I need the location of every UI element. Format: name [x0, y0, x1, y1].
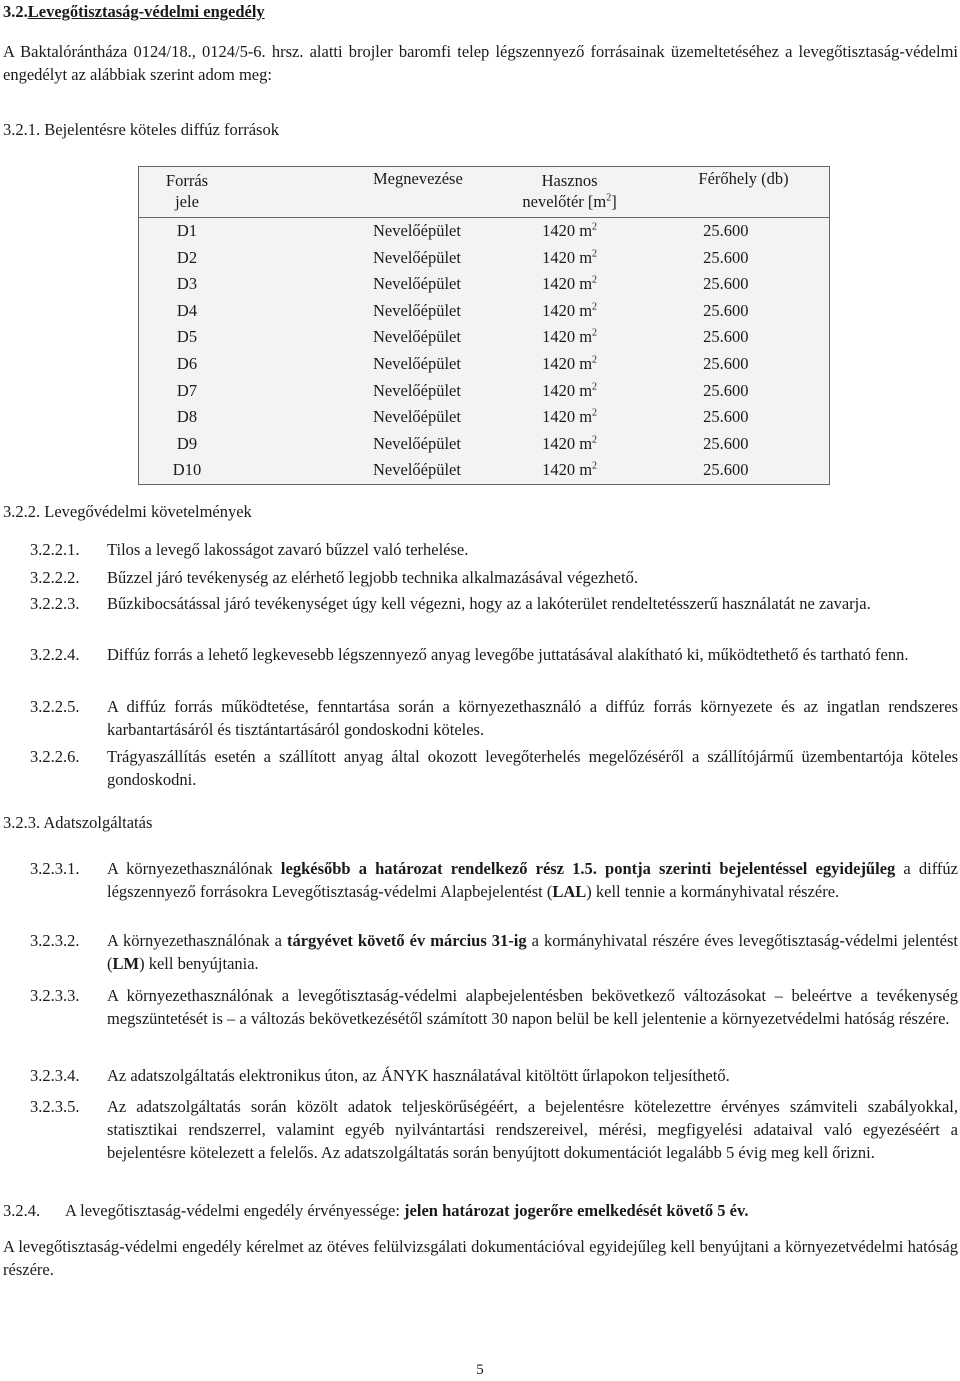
subsection-322-title: 3.2.2. Levegővédelmi követelmények	[3, 502, 252, 521]
subsection-323-title: 3.2.3. Adatszolgáltatás	[3, 813, 153, 832]
requirement-item: 3.2.2.4. Diffúz forrás a lehető legkevesebb légszennyező anyag levegőbe juttatásával alakítható ki, működtethető és tartható fenn.	[30, 645, 909, 664]
header-source-id: Forrás jele	[165, 171, 209, 211]
cell-source-id: D2	[176, 247, 198, 267]
requirement-item: 3.2.2.6. Trágyaszállítás esetén a szállított anyag által okozott levegőterhelés megelőzéséről a szállítójármű üzembentartója köteles gondoskodni.	[30, 747, 958, 790]
requirement-item: 3.2.2.2. Bűzzel járó tevékenység az elérhető legjobb technika alkalmazásával végezhető.	[30, 568, 638, 587]
cell-places: 25.600	[703, 433, 749, 453]
section-heading-title: Levegőtisztaság-védelmi engedély	[27, 2, 265, 21]
cell-name: Nevelőépület	[373, 433, 461, 453]
cell-name: Nevelőépület	[373, 460, 461, 480]
cell-name: Nevelőépület	[373, 407, 461, 427]
cell-area: 1420 $m^2$	[542, 300, 598, 320]
cell-name: Nevelőépület	[373, 247, 461, 267]
cell-places: 25.600	[703, 327, 749, 347]
table-row	[139, 298, 830, 325]
cell-source-id: D7	[176, 380, 198, 400]
data-item-2: 3.2.3.2. A környezethasználónak a tárgyévet követő év március 31-ig a kormányhivatal részére éves levegőtisztaság-védelmi jelentést (LM) kell benyújtania.	[30, 931, 958, 974]
cell-source-id: D8	[176, 407, 198, 427]
header-area: Hasznos nevelőtér $[m^2]$	[522, 171, 617, 211]
closing-paragraph: A levegőtisztaság-védelmi engedély kérelmet az ötéves felülvizsgálati dokumentációval egyidejűleg kell benyújtani a környezetvédelmi hatóság részére.	[3, 1237, 958, 1280]
header-name: Megnevezése	[373, 169, 463, 188]
cell-name: Nevelőépület	[373, 274, 461, 294]
table-row	[139, 404, 830, 431]
cell-name: Nevelőépület	[373, 353, 461, 373]
diffuse-sources-table	[138, 166, 830, 485]
table-row	[139, 378, 830, 405]
section-heading	[3, 0, 265, 23]
cell-places: 25.600	[703, 353, 749, 373]
intro-paragraph: A Baktalórántháza 0124/18., 0124/5-6. hrsz. alatti brojler baromfi telep légszennyező forrásainak üzemeltetéséhez a levegőtisztaság-védelmi engedélyt az alábbiak szerint adom meg:	[3, 42, 958, 85]
cell-area: 1420 $m^2$	[542, 274, 598, 294]
table-row	[139, 431, 830, 458]
cell-area: 1420 $m^2$	[542, 407, 598, 427]
cell-places: 25.600	[703, 300, 749, 320]
subsection-321-title: 3.2.1. Bejelentésre köteles diffúz források	[3, 120, 279, 139]
cell-source-id: D5	[176, 327, 198, 347]
requirement-item: 3.2.2.5. A diffúz forrás működtetése, fenntartása során a környezethasználó a diffúz forrás környezete és az ingatlan rendszeres karbantartásáról és tisztántartásáról gondoskodni köteles.	[30, 697, 958, 740]
page-number: 5	[476, 1362, 484, 1378]
cell-area: 1420 $m^2$	[542, 247, 598, 267]
cell-source-id: D10	[172, 460, 202, 480]
table-row	[139, 271, 830, 298]
table-row	[139, 245, 830, 272]
cell-area: 1420 $m^2$	[542, 380, 598, 400]
cell-source-id: D6	[176, 353, 198, 373]
cell-source-id: D4	[176, 300, 198, 320]
cell-source-id: D1	[176, 220, 198, 240]
cell-source-id: D3	[176, 274, 198, 294]
cell-area: 1420 $m^2$	[542, 353, 598, 373]
cell-area: 1420 $m^2$	[542, 433, 598, 453]
cell-places: 25.600	[703, 220, 749, 240]
data-item-5: 3.2.3.5. Az adatszolgáltatás során közölt adatok teljeskörűségéért, a bejelentésre kötelezettre érvényes számviteli szabályokkal, statisztikai rendszerrel, valamint egyéb nyilvántartási rendszereivel, mérési, megfigyelési adataival való egyezéséért a bejelentésre kötelezett a felelős. Az adatszolgáltatás során benyújtott dokumentációt legalább 5 évig meg kell őrizni.	[30, 1097, 958, 1163]
cell-name: Nevelőépület	[373, 220, 461, 240]
cell-places: 25.600	[703, 247, 749, 267]
cell-name: Nevelőépület	[373, 380, 461, 400]
cell-area: 1420 $m^2$	[542, 220, 598, 240]
cell-places: 25.600	[703, 407, 749, 427]
cell-area: 1420 $m^2$	[542, 327, 598, 347]
requirement-item: 3.2.2.1. Tilos a levegő lakosságot zavaró bűzzel való terhelése.	[30, 540, 469, 559]
cell-name: Nevelőépület	[373, 300, 461, 320]
section-heading-number: 3.2.	[3, 2, 28, 21]
cell-places: 25.600	[703, 460, 749, 480]
data-item-4: 3.2.3.4. Az adatszolgáltatás elektronikus úton, az ÁNYK használatával kitöltött űrlapokon teljesíthető.	[30, 1066, 730, 1085]
data-item-3: 3.2.3.3. A környezethasználónak a levegőtisztaság-védelmi alapbejelentésben bekövetkező változásokat – beleértve a tevékenység megszüntetését is – a változás bekövetkezésétől számított 30 napon belül be kell jelentenie a környezetvédelmi hatóság részére.	[30, 986, 958, 1029]
requirement-item: 3.2.2.3. Bűzkibocsátással járó tevékenységet úgy kell végezni, hogy az a lakóterület rendeltetésszerű használatát ne zavarja.	[30, 594, 871, 613]
header-places: Férőhely (db)	[698, 169, 789, 188]
table-row	[139, 457, 830, 484]
cell-source-id: D9	[176, 433, 198, 453]
cell-area: 1420 $m^2$	[542, 460, 598, 480]
subsection-324: 3.2.4. A levegőtisztaság-védelmi engedély érvényessége: jelen határozat jogerőre emelkedését követő 5 év.	[3, 1201, 749, 1220]
cell-name: Nevelőépület	[373, 327, 461, 347]
data-item-1: 3.2.3.1. A környezethasználónak legkésőbb a határozat rendelkező rész 1.5. pontja szerinti bejelentéssel egyidejűleg a diffúz légszennyező forrásokra Levegőtisztaság-védelmi Alapbejelentést (LAL) kell tennie a kormányhivatal részére.	[30, 859, 958, 902]
table-row	[139, 218, 830, 245]
table-row	[139, 324, 830, 351]
table-header-row	[139, 167, 830, 218]
cell-places: 25.600	[703, 274, 749, 294]
table-row	[139, 351, 830, 378]
cell-places: 25.600	[703, 380, 749, 400]
